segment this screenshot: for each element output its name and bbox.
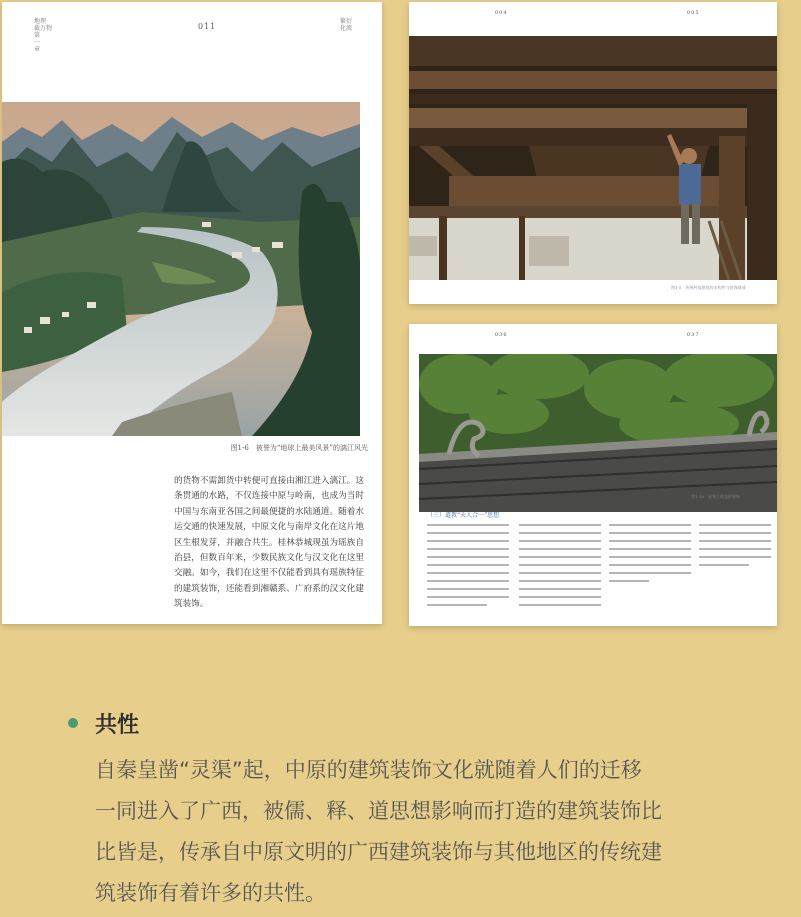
page-number-right: 037 — [687, 332, 700, 338]
text-lines-graphic — [519, 522, 601, 612]
text-lines-graphic — [699, 522, 771, 612]
paragraph-line: 筑装饰有着许多的共性。 — [95, 881, 326, 905]
photo-caption: 图1-6 被誉为“地球上最美风景”的漓江风光 — [230, 444, 368, 452]
subheading: （三）道教“天人合一”思想 — [427, 512, 500, 519]
wooden-structure-photo — [409, 36, 777, 280]
text-column-2 — [519, 522, 601, 615]
paragraph-line: 一同进入了广西，被儒、释、道思想影响而打造的建筑装饰比 — [95, 799, 662, 823]
text-column-3 — [609, 522, 691, 615]
paragraph-line: 自秦皇凿“灵渠”起，中原的建筑装饰文化就随着人们的迁移 — [95, 758, 642, 782]
section-bullet-icon — [68, 718, 78, 728]
book-page-lower-right — [409, 324, 777, 626]
text-lines-graphic — [427, 522, 509, 612]
running-head-left: 地理 截万物 第 一 章 — [34, 18, 53, 53]
book-page-left — [2, 2, 382, 624]
running-head-right: 繁衍化流 — [340, 18, 353, 32]
photo-caption: 图1-5 传统村落建筑的木构件与装饰细部 — [671, 285, 746, 290]
section-title: 共性 — [95, 713, 140, 738]
text-lines-graphic — [609, 522, 691, 612]
roof-dragon-photo — [419, 354, 777, 512]
photo-caption: 图1-10 屋脊上的龙形装饰 — [691, 494, 740, 499]
page-number-right: 005 — [687, 10, 700, 16]
section-paragraph — [95, 750, 755, 914]
book-page-top-right — [409, 2, 777, 304]
page-number-left: 004 — [495, 10, 508, 16]
page-number-left: 036 — [495, 332, 508, 338]
li-river-landscape-photo — [2, 102, 360, 436]
text-column-1 — [427, 522, 509, 615]
paragraph-line: 比皆是，传承自中原文明的广西建筑装饰与其他地区的传统建 — [95, 840, 662, 864]
page-number: 011 — [198, 22, 217, 31]
text-column-4 — [699, 522, 777, 615]
page-body-text: 的货物不需卸货中转便可直接由湘江进入漓江。这条贯通的水路，不仅连接中原与岭南，也成为当时中国与东南亚各国之间最便捷的水陆通道。随着水运交通的快速发展，中原文化与南岸文化在这片地区生根发芽，并融合共生。桂林恭城现虽为瑶族自治县，但数百年来，少数民族文化与汉文化在这里交融。如今，我们在这里不仅能看到具有瑶族特征的建筑装饰，还能看到湘赣系、广府系的汉文化建筑装饰。 — [174, 476, 364, 610]
